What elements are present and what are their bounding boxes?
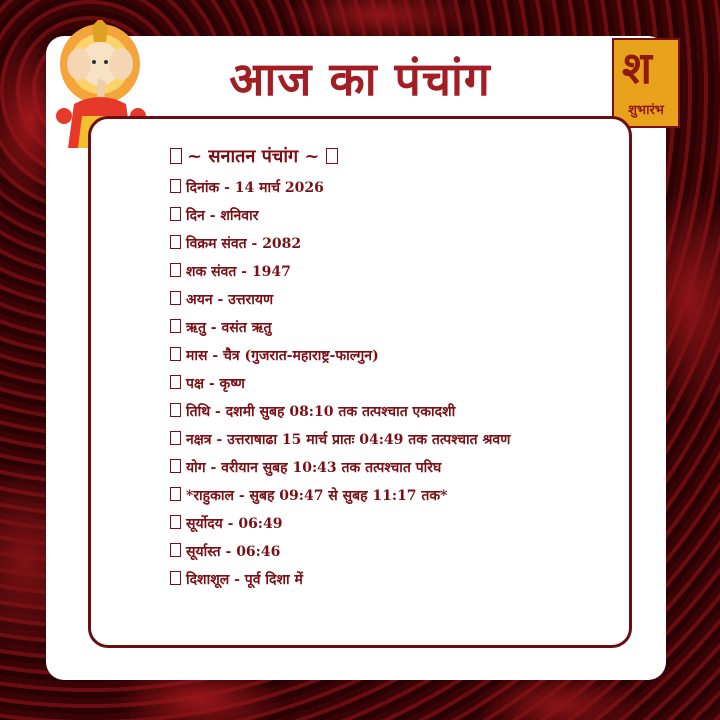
- list-item: *राहुकाल - सुबह 09:47 से सुबह 11:17 तक*: [170, 482, 640, 510]
- bullet-box-icon: [170, 235, 181, 249]
- bullet-box-icon: [170, 459, 181, 473]
- bullet-box-icon: [170, 375, 181, 389]
- heading-text: ~ सनातन पंचांग ~: [187, 146, 320, 167]
- bullet-box-icon: [170, 148, 182, 164]
- bullet-box-icon: [170, 571, 181, 585]
- list-item: पक्ष - कृष्ण: [170, 370, 640, 398]
- bullet-box-icon: [170, 263, 181, 277]
- list-item: नक्षत्र - उत्तराषाढा 15 मार्च प्रातः 04:49 तक तत्पश्चात श्रवण: [170, 426, 640, 454]
- list-item: सूर्योदय - 06:49: [170, 510, 640, 538]
- logo-glyph: श: [622, 43, 652, 94]
- list-item: विक्रम संवत - 2082: [170, 230, 640, 258]
- list-item: ऋतु - वसंत ऋतु: [170, 314, 640, 342]
- bullet-box-icon: [170, 179, 181, 193]
- bullet-box-icon: [170, 291, 181, 305]
- bullet-box-icon: [326, 148, 338, 164]
- list-item: अयन - उत्तरायण: [170, 286, 640, 314]
- bullet-box-icon: [170, 543, 181, 557]
- bullet-box-icon: [170, 319, 181, 333]
- logo-text: शुभारंभ: [628, 103, 664, 118]
- list-item: योग - वरीयान सुबह 10:43 तक तत्पश्चात परिघ: [170, 454, 640, 482]
- list-item: मास - चैत्र (गुजरात-महाराष्ट्र-फाल्गुन): [170, 342, 640, 370]
- panchang-heading: [170, 140, 640, 174]
- list-item: सूर्यास्त - 06:46: [170, 538, 640, 566]
- list-item: दिनांक - 14 मार्च 2026: [170, 174, 640, 202]
- bullet-box-icon: [170, 347, 181, 361]
- list-item: दिशाशूल - पूर्व दिशा में: [170, 566, 640, 594]
- panchang-list: [170, 140, 640, 594]
- page-title: आज का पंचांग: [229, 52, 491, 106]
- brand-logo: [612, 38, 680, 128]
- bullet-box-icon: [170, 431, 181, 445]
- bullet-box-icon: [170, 207, 181, 221]
- list-item: तिथि - दशमी सुबह 08:10 तक तत्पश्चात एकादशी: [170, 398, 640, 426]
- bullet-box-icon: [170, 515, 181, 529]
- list-item: दिन - शनिवार: [170, 202, 640, 230]
- bullet-box-icon: [170, 487, 181, 501]
- list-item: शक संवत - 1947: [170, 258, 640, 286]
- bullet-box-icon: [170, 403, 181, 417]
